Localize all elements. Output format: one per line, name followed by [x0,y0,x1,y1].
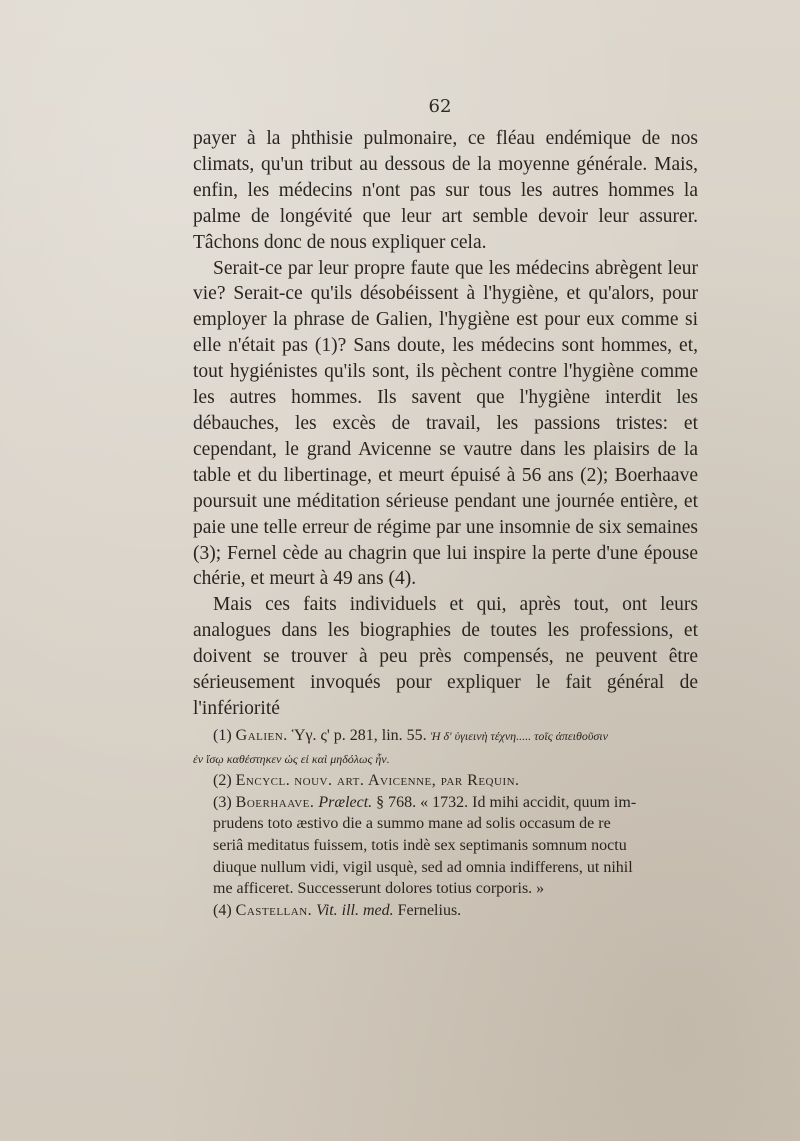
footnote-3-line-5 [193,878,698,900]
footnote-1 [193,725,698,748]
footnote-4-author: Castellan. [235,901,313,919]
footnote-3-reference: § 768. « 1732. Id mihi accidit, quum im- [376,793,637,811]
paragraph-1: payer à la phthisie pulmonaire, ce fléau endémique de nos climats, qu'un tribut au dessous de la moyenne générale. Mais, enfin, les médecins n'ont pas sur tous les autres hommes la palme de longévité que leur art semble devoir leur assurer. Tâchons donc de nous expliquer cela. [193,128,698,253]
footnote-2-author: Encycl. [235,772,291,790]
footnote-3-author: Boerhaave. [235,793,315,811]
footnote-2-number: (2) [213,772,232,790]
footnote-3-line-3 [193,835,698,857]
footnote-3-line-4 [193,857,698,879]
footnote-3-title: Prælect. [318,793,373,811]
footnote-1-greek-line1: Ἡ δ' ὑγιεινὴ τέχνη..... τοῖς ἀπειθοῦσιν [430,729,608,743]
footnote-4 [193,900,698,922]
paragraph-3: Mais ces faits individuels et qui, après tout, ont leurs analogues dans les biographies de toutes les professions, et doivent se trouver à peu près compensés, ne peuvent être sérieusement invoqués pour expliquer le fait général de l'infériorité [193,594,698,719]
footnote-3-line-5-text: me afficeret. Successerunt dolores totius corporis. » [213,880,545,898]
footnote-3-line-4-text: diuque nullum vidi, vigil usquè, sed ad omnia indifferens, ut nihil [213,858,633,876]
footnote-1-number: (1) [213,727,232,744]
footnotes [193,725,698,921]
footnote-1-continuation [193,748,698,771]
page-number: 62 [428,96,452,117]
footnote-3 [193,792,698,814]
footnote-1-author: Galien. [235,727,288,744]
footnote-4-text: Fernelius. [397,901,462,919]
footnote-1-greek-line2: ἐν ἴσῳ καθέστηκεν ὡς εἰ καὶ μηδόλως ἦν. [193,751,390,766]
footnote-3-line-2-text: prudens toto æstivo die a summo mane ad solis occasum de re [213,815,611,833]
paragraph-2: Serait-ce par leur propre faute que les médecins abrègent leur vie? Serait-ce qu'ils désobéissent à l'hygiène, et qu'alors, pour employer la phrase de Galien, l'hygiène est pour eux comme si elle n'était pas (1)? Sans doute, les médecins sont hommes, et, tout hygiénistes qu'ils sont, ils pèchent contre l'hygiène comme les autres hommes. Ils savent que l'hygiène interdit les débauches, les excès de travail, les passions tristes: et cependant, le grand Avicenne se vautre dans les plaisirs de la table et du libertinage, et meurt épuisé à 56 ans (2); Boerhaave poursuit une méditation sérieuse pendant une journée entière, et paie une telle erreur de régime par une insomnie de six semaines (3); Fernel cède au chagrin que lui inspire la perte d'une épouse chérie, et meurt à 49 ans (4). [193,257,698,590]
footnote-3-line-2 [193,813,698,835]
main-text [193,126,698,722]
footnote-1-reference: Ὑγ. ς' p. 281, lin. 55. [291,727,427,744]
footnote-4-number: (4) [213,901,232,919]
footnote-2-text: nouv. art. Avicenne, par Requin. [294,772,520,790]
footnote-3-number: (3) [213,793,232,811]
footnote-2 [193,770,698,792]
footnote-4-title: Vit. ill. med. [316,901,394,919]
footnote-3-line-3-text: seriâ meditatus fuissem, totis indè sex septimanis somnum noctu [213,836,627,854]
